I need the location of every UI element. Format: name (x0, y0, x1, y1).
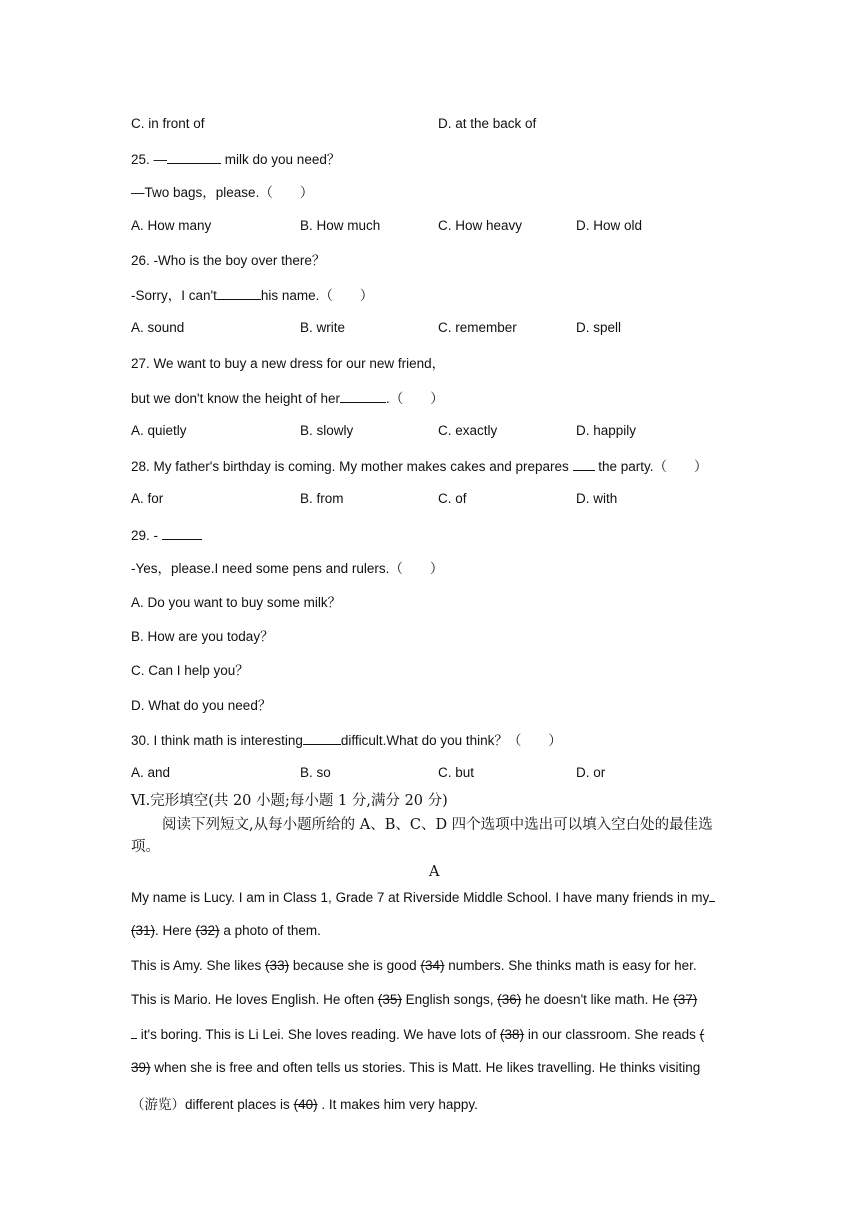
blank-37: (37) (673, 992, 698, 1007)
blank-39-end: 39) (131, 1060, 151, 1075)
q25-prompt-end: milk do you need？ (221, 152, 341, 167)
blank-34: (34) (420, 958, 445, 973)
passage-text: because she is good (292, 958, 417, 973)
q28-option-b: B. from (300, 491, 344, 506)
q25-option-b: B. How much (300, 218, 381, 233)
answer-blank (303, 732, 341, 745)
passage-text: English songs, (405, 992, 494, 1007)
answer-blank (340, 390, 386, 403)
blank-40: (40) (293, 1097, 318, 1112)
answer-blank (573, 458, 595, 471)
q25-prompt-start: 25. — (131, 152, 168, 167)
q26-option-b: B. write (300, 320, 346, 335)
passage-line-4 (131, 992, 697, 1008)
passage-line-1 (131, 889, 715, 906)
q28-option-c: C. of (438, 491, 467, 506)
q26-option-a: A. sound (131, 320, 185, 335)
passage-text: it's boring. This is Li Lei. She loves reading. We have lots of (140, 1027, 497, 1042)
q25-prompt (131, 151, 340, 168)
q30-option-a: A. and (131, 765, 171, 780)
q30-option-b: B. so (300, 765, 331, 780)
passage-text: a photo of them. (223, 923, 321, 938)
q25-option-c: C. How heavy (438, 218, 523, 233)
passage-text: he doesn't like math. He (525, 992, 670, 1007)
q26-reply-end: his name.（ ） (260, 288, 374, 303)
q29-option-c: C. Can I help you？ (131, 663, 249, 678)
q28-prompt-start: 28. My father's birthday is coming. My mother makes cakes and prepares (131, 459, 573, 474)
passage-line-5 (131, 1026, 704, 1043)
passage-text: in our classroom. She reads (527, 1027, 696, 1042)
q29-option-d: D. What do you need？ (131, 698, 272, 713)
q26-option-c: C. remember (438, 320, 517, 335)
q29-reply: -Yes，please.I need some pens and rulers.（ ） (131, 561, 444, 576)
blank-38: (38) (500, 1027, 525, 1042)
section-title: Ⅵ.完形填空(共 20 小题;每小题 1 分,满分 20 分) (131, 793, 448, 809)
q26-reply-start: -Sorry，I can't (131, 288, 217, 303)
q29-prompt (131, 527, 202, 544)
q27-line-2 (131, 390, 444, 407)
q26-prompt: 26. -Who is the boy over there？ (131, 253, 326, 268)
blank-39-start: ( (699, 1027, 705, 1042)
blank-32: (32) (195, 923, 220, 938)
q27-line-2-end: .（ ） (385, 391, 444, 406)
answer-blank (131, 1026, 137, 1039)
answer-blank (167, 151, 221, 164)
q30-prompt-start: 30. I think math is interesting (131, 733, 303, 748)
passage-line-7 (131, 1097, 478, 1113)
q26-reply (131, 287, 373, 304)
q29-option-b: B. How are you today？ (131, 629, 274, 644)
passage-label: A (429, 864, 440, 880)
q28-option-a: A. for (131, 491, 164, 506)
q27-option-a: A. quietly (131, 423, 187, 438)
q27-line-1: 27. We want to buy a new dress for our new friend， (131, 356, 446, 371)
q28-prompt-end: the party.（ ） (594, 459, 708, 474)
passage-line-3 (131, 958, 697, 974)
answer-blank (217, 287, 261, 300)
blank-31: (31) (131, 923, 156, 938)
q30-prompt (131, 732, 562, 749)
q25-option-d: D. How old (576, 218, 643, 233)
passage-line-2 (131, 923, 321, 939)
passage-text: My name is Lucy. I am in Class 1, Grade 7 at Riverside Middle School. I have many friends in my (131, 890, 710, 905)
q27-option-b: B. slowly (300, 423, 354, 438)
passage-text: numbers. She thinks math is easy for her. (448, 958, 697, 973)
q27-line-2-start: but we don't know the height of her (131, 391, 340, 406)
q29-prompt-start: 29. - (131, 528, 162, 543)
q26-option-d: D. spell (576, 320, 622, 335)
passage-text: This is Amy. She likes (131, 958, 262, 973)
q30-option-c: C. but (438, 765, 475, 780)
passage-text: . It makes him very happy. (321, 1097, 478, 1112)
q27-option-c: C. exactly (438, 423, 498, 438)
q30-option-d: D. or (576, 765, 606, 780)
blank-35: (35) (377, 992, 402, 1007)
answer-blank (709, 889, 715, 902)
q30-prompt-end: difficult.What do you think？（ ） (340, 733, 562, 748)
section-instruction-line-2: 项。 (131, 839, 160, 855)
q24-option-c: C. in front of (131, 116, 205, 131)
passage-text: This is Mario. He loves English. He often (131, 992, 375, 1007)
q24-option-d: D. at the back of (438, 116, 537, 131)
section-instruction-line-1: 阅读下列短文,从每小题所给的 A、B、C、D 四个选项中选出可以填入空白处的最佳选 (162, 817, 713, 833)
blank-36: (36) (497, 992, 522, 1007)
passage-line-6 (131, 1060, 700, 1076)
passage-text: . Here (155, 923, 192, 938)
blank-33: (33) (265, 958, 290, 973)
passage-text: when she is free and often tells us stories. This is Matt. He likes travelling. He thinks visiting (154, 1060, 701, 1075)
q25-option-a: A. How many (131, 218, 212, 233)
q28-option-d: D. with (576, 491, 618, 506)
q29-option-a: A. Do you want to buy some milk？ (131, 595, 342, 610)
passage-text: （游览）different places is (131, 1097, 290, 1112)
q25-answer: —Two bags，please.（ ） (131, 185, 314, 200)
q28-prompt (131, 458, 708, 475)
answer-blank (162, 527, 202, 540)
q27-option-d: D. happily (576, 423, 637, 438)
